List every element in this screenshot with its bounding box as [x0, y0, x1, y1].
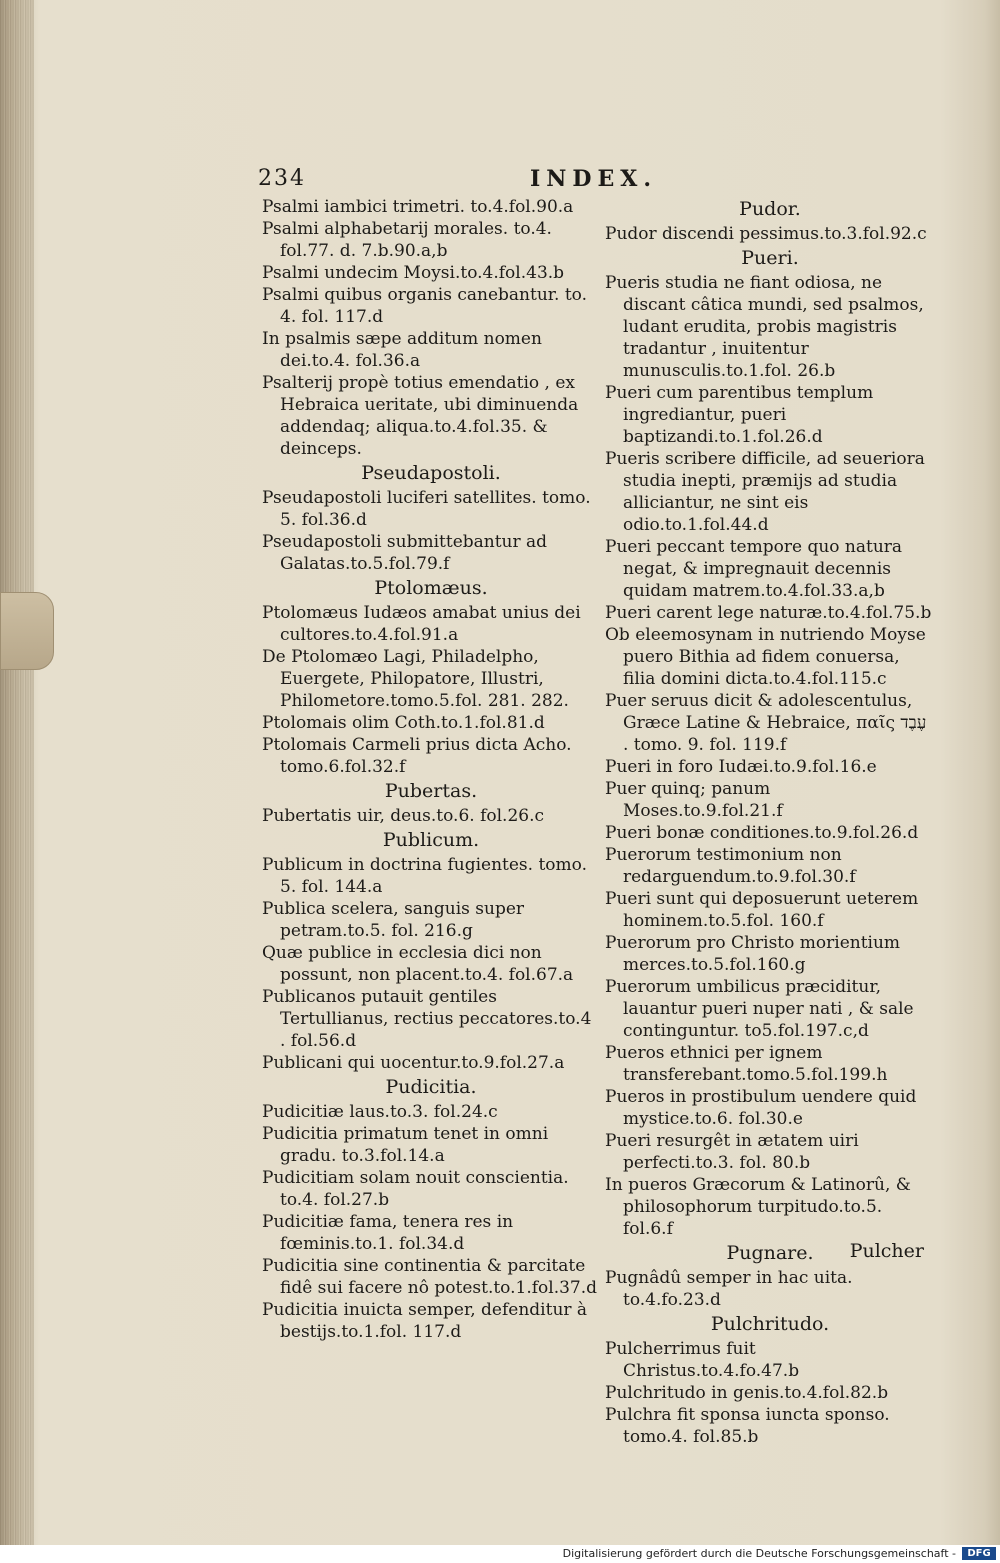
- index-entry: Publicanos putauit gentiles Tertullianus, rectius peccatores.to.4 . fol.56.d: [262, 987, 592, 1051]
- dfg-logo: DFG: [962, 1547, 996, 1560]
- index-entry: Pueros ethnici per ignem transferebant.tomo.5.fol.199.h: [605, 1043, 888, 1085]
- index-entry: Psalmi alphabetarij morales. to.4. fol.77. d. 7.b.90.a,b: [262, 219, 552, 261]
- index-heading: Pubertas.: [384, 780, 478, 802]
- index-entry: Puer seruus dicit & adolescentulus, Græce Latine & Hebraice, παῖς עֶבֶד . tomo. 9. fol. 119.f: [605, 691, 927, 755]
- digitization-footer: [0, 1545, 1000, 1563]
- index-entry: Psalmi quibus organis canebantur. to. 4. fol. 117.d: [262, 285, 588, 327]
- index-entry: Psalterij propè totius emendatio , ex Hebraica ueritate, ubi diminuenda addendaq; aliqua.to.4.fol.35. & deinceps.: [262, 373, 579, 459]
- index-entry: Pudicitiam solam nouit conscientia. to.4. fol.27.b: [262, 1168, 569, 1210]
- index-entry: Pseudapostoli submittebantur ad Galatas.to.5.fol.79.f: [262, 532, 548, 574]
- index-entry: Pueros in prostibulum uendere quid mystice.to.6. fol.30.e: [605, 1087, 917, 1129]
- index-entry: Quæ publice in ecclesia dici non possunt, non placent.to.4. fol.67.a: [262, 943, 574, 985]
- index-entry: Psalmi iambici trimetri. to.4.fol.90.a: [262, 197, 574, 217]
- index-entry: Pubertatis uir, deus.to.6. fol.26.c: [262, 806, 545, 826]
- index-entry: Pulcherrimus fuit Christus.to.4.fo.47.b: [605, 1339, 800, 1381]
- index-entry: Pugnâdû semper in hac uita. to.4.fo.23.d: [605, 1268, 853, 1310]
- index-heading: Pueri.: [741, 247, 799, 269]
- index-column-left: [262, 196, 600, 1343]
- index-entry: Pudicitia primatum tenet in omni gradu. to.3.fol.14.a: [262, 1124, 549, 1166]
- running-title: INDEX.: [530, 166, 657, 192]
- index-heading: Pulchritudo.: [710, 1313, 830, 1335]
- index-entry: Ptolomais olim Coth.to.1.fol.81.d: [262, 713, 545, 733]
- index-entry: In pueros Græcorum & Latinorû, & philosophorum turpitudo.to.5. fol.6.f: [605, 1175, 911, 1239]
- index-entry: Pueri cum parentibus templum ingrediantur, pueri baptizandi.to.1.fol.26.d: [605, 383, 874, 447]
- index-entry: Pulchritudo in genis.to.4.fol.82.b: [605, 1383, 889, 1403]
- index-entry: Pueri carent lege naturæ.to.4.fol.75.b: [605, 603, 932, 623]
- index-entry: Ptolomais Carmeli prius dicta Acho. tomo.6.fol.32.f: [262, 735, 572, 777]
- index-entry: Pudicitia inuicta semper, defenditur à bestijs.to.1.fol. 117.d: [262, 1300, 588, 1342]
- index-entry: In psalmis sæpe additum nomen dei.to.4. fol.36.a: [262, 329, 542, 371]
- folio-number: 234: [258, 166, 306, 191]
- catchword: Pulcher: [849, 1240, 924, 1262]
- index-entry: Pulchra fit sponsa iuncta sponso. tomo.4. fol.85.b: [605, 1405, 890, 1447]
- index-entry: Puer quinq; panum Moses.to.9.fol.21.f: [605, 779, 783, 821]
- index-entry: Pudicitia sine continentia & parcitate fidê sui facere nô potest.to.1.fol.37.d: [262, 1256, 598, 1298]
- index-entry: Psalmi undecim Moysi.to.4.fol.43.b: [262, 263, 565, 283]
- index-heading: Publicum.: [382, 829, 480, 851]
- index-entry: Publicani qui uocentur.to.9.fol.27.a: [262, 1053, 565, 1073]
- index-heading: Pudor.: [739, 198, 801, 220]
- index-entry: Pseudapostoli luciferi satellites. tomo. 5. fol.36.d: [262, 488, 591, 530]
- index-entry: Publica scelera, sanguis super petram.to.5. fol. 216.g: [262, 899, 525, 941]
- index-entry: Ob eleemosynam in nutriendo Moyse puero Bithia ad fidem conuersa, filia domini dicta.to.4.fol.115.c: [605, 625, 926, 689]
- index-entry: Ptolomæus Iudæos amabat unius dei cultores.to.4.fol.91.a: [262, 603, 581, 645]
- index-entry: Pueri bonæ conditiones.to.9.fol.26.d: [605, 823, 919, 843]
- index-entry: Pudor discendi pessimus.to.3.fol.92.c: [605, 224, 927, 244]
- footer-credit: Digitalisierung gefördert durch die Deutsche Forschungsgemeinschaft -: [562, 1547, 956, 1560]
- clasp-tab: [0, 592, 54, 670]
- index-entry: Pueri resurgêt in ætatem uiri perfecti.to.3. fol. 80.b: [605, 1131, 859, 1173]
- index-entry: Publicum in doctrina fugientes. tomo. 5. fol. 144.a: [262, 855, 587, 897]
- index-entry: Pueri in foro Iudæi.to.9.fol.16.e: [605, 757, 877, 777]
- index-entry: De Ptolomæo Lagi, Philadelpho, Euergete, Philopatore, Illustri, Philometore.tomo.5.fol. 281. 282.: [262, 647, 569, 711]
- index-entry: Puerorum umbilicus præciditur, lauantur pueri nuper nati , & sale continguntur. to5.fol.197.c,d: [605, 977, 914, 1041]
- index-entry: Pueri sunt qui deposuerunt ueterem hominem.to.5.fol. 160.f: [605, 889, 919, 931]
- page-fore-edge: [0, 0, 34, 1545]
- index-heading: Pugnare.: [726, 1242, 814, 1264]
- index-entry: Pudicitiæ laus.to.3. fol.24.c: [262, 1102, 498, 1122]
- index-entry: Pudicitiæ fama, tenera res in fœminis.to.1. fol.34.d: [262, 1212, 514, 1254]
- index-entry: Pueris scribere difficile, ad seueriora studia inepti, præmijs ad studia alliciantur, ne sint eis odio.to.1.fol.44.d: [605, 449, 925, 535]
- index-heading: Pudicitia.: [385, 1076, 477, 1098]
- index-entry: Pueri peccant tempore quo natura negat, & impregnauit decennis quidam matrem.to.4.fol.33.a,b: [605, 537, 903, 601]
- index-entry: Puerorum pro Christo morientium merces.to.5.fol.160.g: [605, 933, 901, 975]
- index-entry: Puerorum testimonium non redarguendum.to.9.fol.30.f: [605, 845, 856, 887]
- index-entry: Pueris studia ne fiant odiosa, ne discant câtica mundi, sed psalmos, ludant erudita, probis magistris tradantur , inuitentur munusculis.to.1.fol. 26.b: [605, 273, 924, 381]
- index-heading: Ptolomæus.: [374, 577, 488, 599]
- index-heading: Pseudapostoli.: [361, 462, 501, 484]
